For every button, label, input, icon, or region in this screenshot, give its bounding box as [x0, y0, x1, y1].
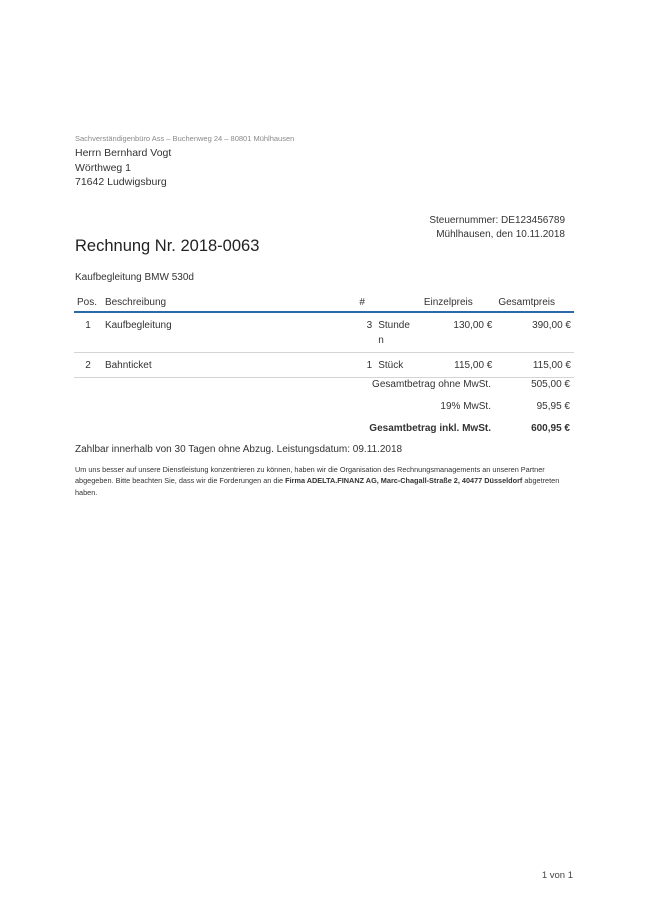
table-header-row [74, 294, 574, 312]
row-pos: 1 [74, 312, 102, 353]
gross-total-row [74, 418, 574, 440]
page-number: 1 von 1 [541, 870, 573, 881]
invoice-title: Rechnung Nr. 2018-0063 [75, 237, 260, 255]
row-unit: Stück [375, 353, 421, 378]
row-description: Kaufbegleitung [102, 312, 356, 353]
row-total: 390,00 € [495, 312, 574, 353]
header-unit [375, 294, 421, 312]
row-total: 115,00 € [495, 353, 574, 378]
notice-company: Firma ADELTA.FINANZ AG, Marc-Chagall-Straße 2, 40477 Düsseldorf [285, 476, 523, 486]
header-qty: # [356, 294, 375, 312]
notice-text-before: Um uns besser auf unsere Dienstleistung konzentrieren zu können, haben wir die Organisation des Rechnungsmanagements an unseren Partner abgegeben. Bitte beachten Sie, dass wir die Forderungen an die [75, 465, 545, 486]
tax-number: Steuernummer: DE123456789 [429, 215, 565, 226]
payment-terms: Zahlbar innerhalb von 30 Tagen ohne Abzug. Leistungsdatum: 09.11.2018 [75, 444, 403, 455]
header-description: Beschreibung [102, 294, 356, 312]
row-description: Bahnticket [102, 353, 356, 378]
vat-value: 95,95 € [536, 401, 570, 412]
header-pos: Pos. [74, 294, 102, 312]
gross-total-label: Gesamtbetrag inkl. MwSt. [369, 423, 491, 434]
notice-text-after: abgetreten haben. [75, 476, 560, 497]
vat-row [74, 396, 574, 418]
sender-return-address: Sachverständigenbüro Ass – Buchenweg 24 – 80801 Mühlhausen [75, 134, 295, 143]
row-unit-price: 115,00 € [421, 353, 496, 378]
row-pos: 2 [74, 353, 102, 378]
assignment-notice [75, 464, 575, 498]
recipient-street: Wörthweg 1 [75, 161, 132, 174]
invoice-meta [429, 214, 565, 242]
net-total-row [74, 374, 574, 396]
recipient-address [75, 146, 171, 190]
recipient-city: 71642 Ludwigsburg [75, 176, 167, 188]
invoice-items-table [74, 294, 574, 378]
gross-total-value: 600,95 € [531, 423, 570, 434]
vat-label: 19% MwSt. [440, 401, 491, 412]
invoice-totals [74, 374, 574, 440]
recipient-name: Herrn Bernhard Vogt [75, 147, 172, 159]
header-total: Gesamtpreis [495, 294, 574, 312]
table-row [74, 312, 574, 353]
row-unit: Stunde n [375, 312, 421, 353]
invoice-subject: Kaufbegleitung BMW 530d [75, 272, 194, 283]
row-qty: 3 [356, 312, 375, 353]
net-total-label: Gesamtbetrag ohne MwSt. [372, 379, 491, 390]
header-unit-price: Einzelpreis [421, 294, 496, 312]
net-total-value: 505,00 € [531, 379, 570, 390]
place-date: Mühlhausen, den 10.11.2018 [436, 229, 565, 240]
row-qty: 1 [356, 353, 375, 378]
row-unit-price: 130,00 € [421, 312, 496, 353]
